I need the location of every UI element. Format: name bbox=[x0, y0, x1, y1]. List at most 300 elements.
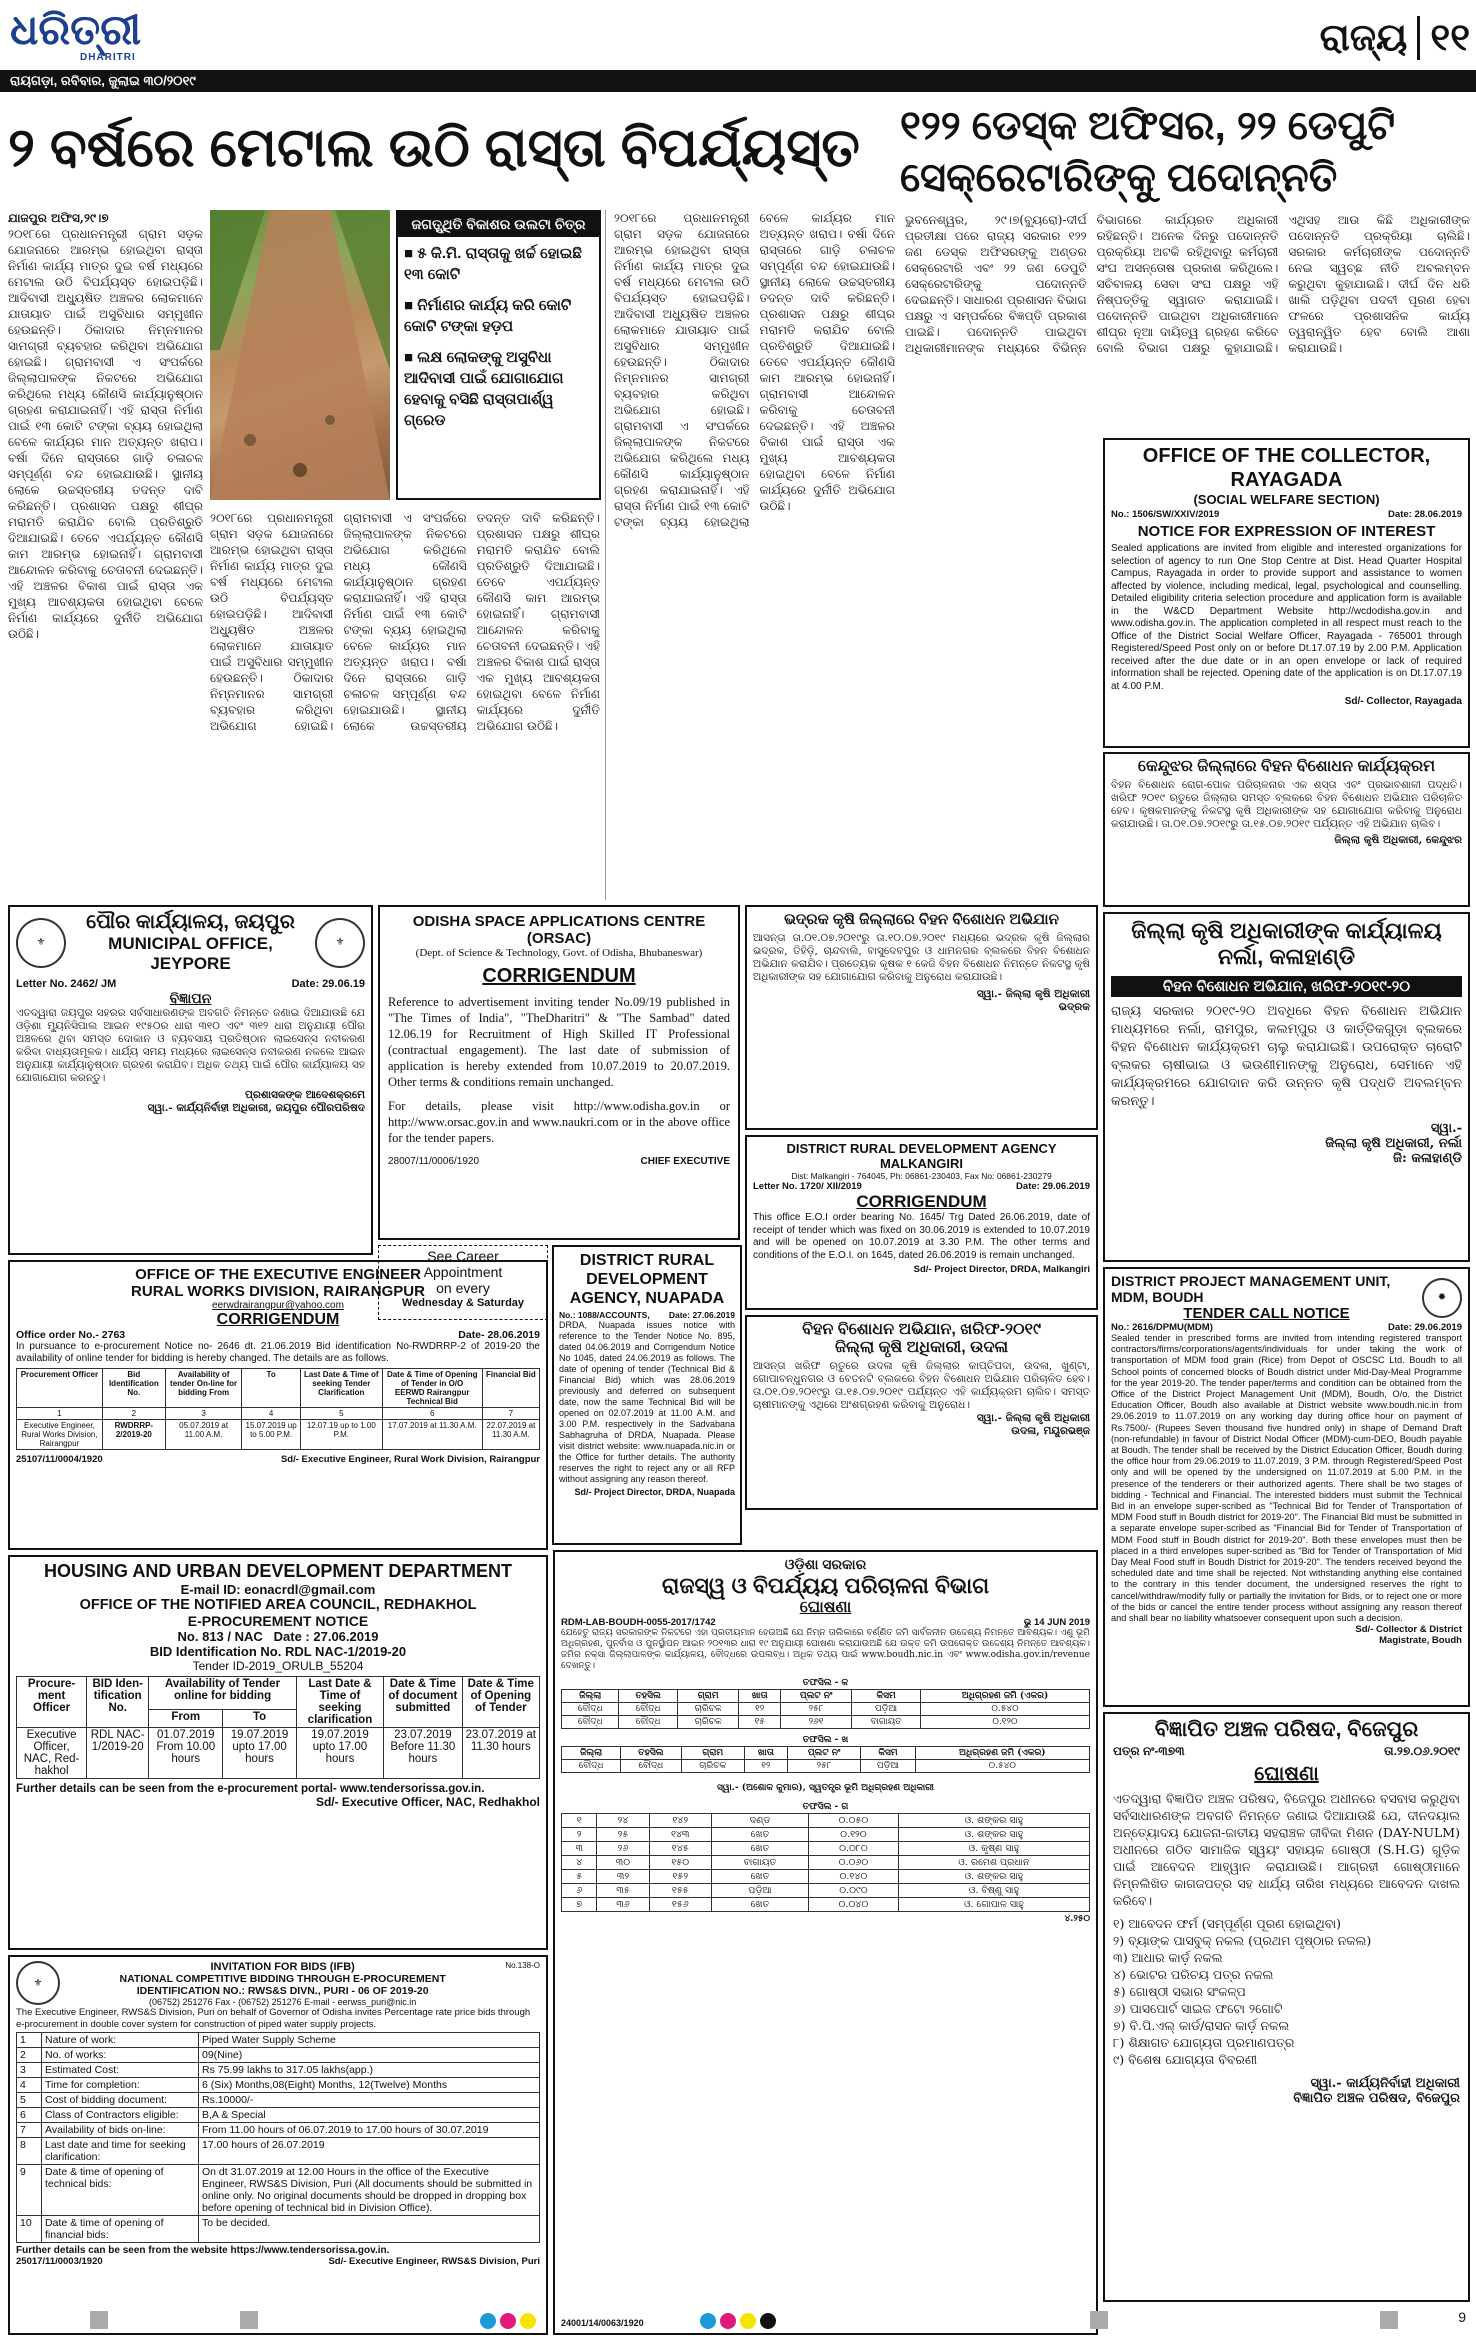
table-cell: ୭ bbox=[562, 1898, 597, 1912]
career-line: Appointment bbox=[423, 1264, 503, 1280]
infobox-item: ■ ୫ କି.ମି. ରାସ୍ତାକୁ ଖର୍ଚ୍ଚ ହୋଇଛି ୧୩ କୋଟି bbox=[404, 245, 582, 283]
ad-sign: Sd/- Project Director, DRDA, Malkangiri bbox=[913, 1264, 1090, 1275]
ad-date: Date: 29.06.2019 bbox=[1016, 1181, 1090, 1192]
ad-ref: No.: 1506/SW/XXIV/2019 bbox=[1111, 509, 1220, 520]
ad-body: ଆସନ୍ତା ଖରିଫ ଋତୁରେ ଉଦଳା କୃଷି ଜିଲ୍ଲାର କାପ୍ତିପଦା, ଉଦଳା, ଖୁଣ୍ଟା, ଗୋପାବନ୍ଧୁନଗର ଓ ବେତନଟି ବ୍ଲକରେ ବିହନ ବିଶୋଧନ ଅଭିଯାନ ପରିଚାଳିତ ହେବ। ତା.୦୧.୦୭.୨୦୧୯ରୁ ତା.୧୫.୦୭.୨୦୧୯ ପର୍ଯ୍ୟନ୍ତ ଏହି କାର୍ଯ୍ୟକ୍ରମ ଚାଲିବ। ସମସ୍ତ ଚାଷୀମାନଙ୍କୁ ଏଥିରେ ଅଂଶଗ୍ରହଣ କରିବାକୁ ଅନୁରୋଧ। bbox=[753, 1360, 1090, 1411]
table-cell: Date & time of opening of financial bids: bbox=[42, 2216, 199, 2243]
ad-sign: Sd/- Project Director, DRDA, Nuapada bbox=[574, 1487, 735, 1497]
table-cell: Rs 75.99 lakhs to 317.05 lakhs(app.) bbox=[199, 2063, 540, 2078]
ad-contact: (06752) 251276 Fax - (06752) 251276 E-mail - eerwss_puri@nic.in bbox=[149, 1997, 417, 2007]
ad-boudh-dpmu bbox=[1103, 1267, 1470, 1707]
emblem-icon: ✹ bbox=[1422, 1278, 1462, 1318]
table-cell: 22.07.2019 at 11.30 A.M. bbox=[482, 1420, 539, 1450]
ad-place: ଭଦ୍ରକ bbox=[1058, 1001, 1090, 1013]
table-row bbox=[17, 2165, 540, 2216]
table-cell: RWDRRP-2/2019-20 bbox=[102, 1420, 165, 1450]
column-header: Procure-ment Officer bbox=[17, 1677, 87, 1728]
ad-title: OFFICE OF THE COLLECTOR, RAYAGADA bbox=[1142, 445, 1431, 491]
ad-title: ଜିଲ୍ଲା କୃଷି ଅଧିକାରୀଙ୍କ କାର୍ଯ୍ୟାଳୟ bbox=[1131, 918, 1442, 943]
page-number: ୧୧ bbox=[1430, 16, 1470, 59]
page-folio: 9 bbox=[1458, 2309, 1466, 2325]
registration-mark bbox=[700, 2313, 716, 2329]
table-cell: Availability of bids on-line: bbox=[42, 2123, 199, 2138]
table-cell: 4 bbox=[242, 1408, 301, 1420]
table-cell: 23.07.2019 Before 11.30 hours bbox=[384, 1728, 463, 1779]
table-cell: RDL NAC-1/2019-20 bbox=[87, 1728, 149, 1779]
table-cell: On dt 31.07.2019 at 12.00 Hours in the office of the Executive Engineer, RWS&S Division, Puri (All documents should be submitted in online only. No original documents should be dropped in dropping box before opening of technical bid in Division Office). bbox=[199, 2165, 540, 2216]
table-cell: ୦.୦୪୦ bbox=[809, 1898, 899, 1912]
column-header: ଜିଲ୍ଲା bbox=[562, 1690, 619, 1703]
table-row bbox=[562, 1856, 1090, 1870]
registration-mark bbox=[760, 2313, 776, 2329]
table-row bbox=[562, 1898, 1090, 1912]
table-row bbox=[17, 2216, 540, 2243]
ad-place: ଉଦଳା, ମୟୂରଭଞ୍ଜ bbox=[1011, 1425, 1090, 1437]
column-header: Availability of Tender online for bidding bbox=[149, 1677, 297, 1710]
table-cell: ୩୫ bbox=[597, 1884, 649, 1898]
ad-puri-ifb bbox=[8, 1955, 548, 2335]
table-cell: ଓ. ଶଙ୍କର ସାହୁ bbox=[898, 1870, 1089, 1884]
ad-footer: Further details can be seen from the website https://www.tendersorissa.gov.in. bbox=[16, 2245, 390, 2256]
table-row bbox=[562, 1703, 1090, 1716]
column-header: From bbox=[149, 1709, 223, 1727]
table-row bbox=[17, 2138, 540, 2165]
table-cell: ୧ bbox=[562, 1814, 597, 1828]
table-cell: ଓ. ଶଙ୍କର ସାହୁ bbox=[898, 1814, 1089, 1828]
ad-collector-rayagada bbox=[1103, 438, 1470, 748]
table-cell: ୦.୦୫୦ bbox=[809, 1814, 899, 1828]
table-cell: ଖେତ bbox=[711, 1842, 808, 1856]
career-line: Wednesday & Saturday bbox=[401, 1297, 525, 1309]
table-cell: ବୌଦ୍ଧ bbox=[619, 1716, 678, 1729]
ad-boudh-revenue bbox=[553, 1550, 1098, 2335]
ad-body: In pursuance to e-procurement Notice no- 2646 dt. 21.06.2019 Bid identification No-RWDRRP-2 of 2019-20 the availability of online tender for bidding is hereby changed. The details are as follows. bbox=[16, 1341, 540, 1364]
ad-dept: ରାଜସ୍ୱ ଓ ବିପର୍ଯ୍ୟୟ ପରିଚାଳନା ବିଭାଗ bbox=[661, 1573, 990, 1598]
column-header: Last Date & Time of seeking Tender Clarification bbox=[300, 1369, 382, 1408]
table-cell: ୩୦ bbox=[597, 1856, 649, 1870]
column-header: ଜିଲ୍ଲା bbox=[562, 1747, 621, 1760]
story-left-col1 bbox=[8, 210, 203, 900]
table-cell: 19.07.2019 upto 17.00 hours bbox=[296, 1728, 383, 1779]
column-header: Availability of tender On-line for bidding From bbox=[165, 1369, 241, 1408]
ad-body: ଯେହେତୁ ରାଜ୍ୟ ସରକାରଙ୍କ ନିକଟରେ ଏହା ପ୍ରତୀୟମାନ ହେଉଅଛି ଯେ ନିମ୍ନ ତାଲିକାରେ ବର୍ଣ୍ଣିତ ଜମି ସାର୍ବଜନୀନ ଉଦ୍ଦେଶ୍ୟ ନିମନ୍ତେ ଆବଶ୍ୟକ। ଏଣୁ ଭୂମି ଅଧିଗ୍ରହଣ, ପୁନର୍ବାସ ଓ ପୁନର୍ସ୍ଥାପନ ଆଇନ ୨୦୧୩ର ଧାରା ୧୯ ଅନୁଯାୟୀ ଘୋଷଣା କରାଯାଉଅଛି ଯେ ଉକ୍ତ ଜମି ଉପରୋକ୍ତ ଉଦ୍ଦେଶ୍ୟ ନିମନ୍ତେ ଆବଶ୍ୟକ। ଜମିର ନକ୍ସା ଜିଲ୍ଲାପାଳଙ୍କ କାର୍ଯ୍ୟାଳୟ, ବୌଦ୍ଧରେ ଉପଲବ୍ଧ। ଅଧିକ ତଥ୍ୟ ପାଇଁ www.boudh.nic.in ଏବଂ www.odisha.gov.in/revenue ଦେଖନ୍ତୁ। bbox=[561, 1628, 1090, 1671]
infobox-item: ■ ଲକ୍ଷ ଲୋକଙ୍କୁ ଅସୁବିଧା ଆଦିବାସୀ ପାଇଁ ଯୋଗାଯୋଗ ହେବାକୁ ବସିଛି ରାସ୍ତାପାର୍ଶ୍ୱ ଗ୍ରେଡ bbox=[404, 349, 564, 429]
ad-body: Sealed applications are invited from eligible and interested organizations for selection of agency to run One Stop Centre at Dist. Head Quarter Hospital Campus, Rayagada in order to provide support and assistance to women affected by violence, including medical, legal, psychological and counselling. Detailed eligibility criteria selection procedure and application form is available in the W&CD Department Website http://wcdodisha.gov.in and www.odisha.gov.in. The application completed in all respect must reach to the Office of the District Social Welfare Officer, Rayagada - 765001 through Registered/Speed Post only on or before Dt.17.07.19 by 2.00 P.M. Application received after the due date or in an open envelope or lack of required information shall be rejected. Opening date of the application is on Dt.17.07.19 at 4.00 P.M. bbox=[1111, 543, 1462, 692]
section-name: ରାଜ୍ୟ bbox=[1319, 16, 1408, 59]
ad-date: Date: 29.06.19 bbox=[291, 978, 365, 990]
table-cell: ୦.୧୪୦ bbox=[809, 1870, 899, 1884]
ad-sign: ଜି: କଳାହାଣ୍ଡି bbox=[1393, 1151, 1462, 1166]
table-cell: Last date and time for seeking clarification: bbox=[42, 2138, 199, 2165]
table-cell: ପଡ଼ିଆ bbox=[861, 1760, 915, 1773]
registration-mark bbox=[720, 2313, 736, 2329]
ad-ref: No.: 2616/DPMU(MDM) bbox=[1111, 1322, 1213, 1333]
ad-date: ଭୁ 14 JUN 2019 bbox=[1023, 1617, 1090, 1628]
table-cell: ୪ bbox=[562, 1856, 597, 1870]
column-header: କିସମ bbox=[861, 1747, 915, 1760]
table-row bbox=[562, 1884, 1090, 1898]
ad-side-code: No.138-O bbox=[505, 1961, 540, 1970]
ad-body: Reference to advertisement inviting tender No.09/19 published in "The Times of India", "TheDharitri" & "The Sambad" dated 12.06.19 for Recruitment of High Skilled IT Professional (contractual engagement). The last date of submission of application is hereby extended from 10.07.2019 to 20.07.2019. Other terms & conditions remain unchanged. bbox=[388, 995, 730, 1089]
ad-heading: ଘୋଷଣା bbox=[1254, 1763, 1319, 1785]
registration-mark bbox=[480, 2313, 496, 2329]
ad-dept: HOUSING AND URBAN DEVELOPMENT DEPARTMENT bbox=[43, 1561, 512, 1581]
ad-body: ଆସନ୍ତା ତା.୦୧.୦୭.୨୦୧୯ରୁ ତା.୧୦.୦୭.୨୦୧୯ ମଧ୍ୟରେ ଭଦ୍ରକ କୃଷି ଜିଲ୍ଲାର ଭଦ୍ରକ, ତିହିଡ଼ି, ଚାନ୍ଦବାଲି, ବାସୁଦେବପୁର ଓ ଧାମନଗର ବ୍ଲକରେ ବିହନ ବିଶୋଧନ ଅଭିଯାନ କରାଯିବ। ପ୍ରତ୍ୟେକ କୃଷକ ୧ କେଜି ବିହନ ବିଶୋଧନ ନିମନ୍ତେ ନିକଟସ୍ଥ କୃଷି ଅଧିକାରୀଙ୍କ ସହ ଯୋଗାଯୋଗ କରିବାକୁ ଅନୁରୋଧ କରାଯାଉଛି। bbox=[753, 932, 1090, 983]
emblem-icon: ⚜ bbox=[16, 1961, 60, 2005]
table-cell: ଚାରିଚକ bbox=[677, 1716, 739, 1729]
column-header: ପ୍ଲଟ ନଂ bbox=[780, 1690, 851, 1703]
table-cell: ୦.୧୨୦ bbox=[920, 1716, 1089, 1729]
registration-mark bbox=[1380, 2311, 1398, 2329]
ad-place: MALKANGIRI bbox=[879, 1156, 964, 1171]
ad-heading: ବିଜ୍ଞାପନ bbox=[169, 990, 212, 1006]
ad-title: ଜିଲ୍ଲା କୃଷି ଅଧିକାରୀ, ଉଦଳା bbox=[834, 1339, 1009, 1356]
table-cell: ବାଗାୟତ bbox=[852, 1716, 921, 1729]
ad-code: 24001/14/0063/1920 bbox=[561, 2318, 644, 2328]
ad-ref: ପତ୍ର ନଂ-୩୭୩ bbox=[1113, 1744, 1185, 1758]
table-cell: ଓ. କୃଷ୍ଣ ସାହୁ bbox=[898, 1842, 1089, 1856]
ad-email: eerwdrairangpur@yahoo.com bbox=[212, 1300, 344, 1311]
list-item: ୮) ଶିକ୍ଷାଗତ ଯୋଗ୍ୟତା ପ୍ରମାଣପତ୍ର bbox=[1113, 2035, 1295, 2050]
ad-bhadrak bbox=[745, 905, 1098, 1130]
list-item: ୬) ପାସପୋର୍ଟ ସାଇଜ ଫଟୋ ୨ଗୋଟି bbox=[1113, 2001, 1283, 2016]
table-cell: 17.07.2019 at 11.30 A.M. bbox=[382, 1420, 482, 1450]
table-cell: ଓ. ଶଙ୍କର ସାହୁ bbox=[898, 1828, 1089, 1842]
table-row bbox=[17, 1408, 540, 1420]
table-cell: 17.00 hours of 26.07.2019 bbox=[199, 2138, 540, 2165]
column-header: ତହସିଲ bbox=[619, 1690, 678, 1703]
table-cell: ୧୫୬ bbox=[649, 1898, 711, 1912]
table-cell: 3 bbox=[17, 2063, 42, 2078]
table-cell: ବୌଦ୍ଧ bbox=[562, 1703, 619, 1716]
tender-table bbox=[16, 1676, 540, 1779]
table-cell: ବୌଦ୍ଧ bbox=[562, 1716, 619, 1729]
table-cell: ୧୪୫ bbox=[649, 1842, 711, 1856]
document-list bbox=[1113, 1915, 1460, 2068]
ad-title: ବିହନ ବିଶୋଧନ ଅଭିଯାନ, ଖରିଫ-୨୦୧୯ bbox=[802, 1321, 1041, 1338]
table-cell: Cost of bidding document: bbox=[42, 2093, 199, 2108]
table-cell: 6 bbox=[17, 2108, 42, 2123]
ad-body: ଏତଦ୍ୱାରା ବିଜ୍ଞାପିତ ଅଞ୍ଚଳ ପରିଷଦ, ବିଜେପୁର ଅଧୀନରେ ବସବାସ କରୁଥିବା ସର୍ବସାଧାରଣଙ୍କ ଅବଗତି ନିମନ୍ତେ ଜଣାଇ ଦିଆଯାଉଛି ଯେ, ଦୀନଦୟାଲ ଅନ୍ତ୍ୟୋଦୟ ଯୋଜନା-ଜାତୀୟ ସହରାଞ୍ଚଳ ଜୀବିକା ମିଶନ (DAY-NULM) ଅଧୀନରେ ଗଠିତ ସାମାଜିକ ସ୍ୱୟଂ ସହାୟକ ଗୋଷ୍ଠୀ (S.H.G) ଗୁଡ଼ିକ ପାଇଁ ଆବେଦନ ଆହ୍ୱାନ କରାଯାଉଛି। ଆଗ୍ରହୀ ଗୋଷ୍ଠୀମାନେ ନିମ୍ନଲିଖିତ କାଗଜପତ୍ର ସହ ଧାର୍ଯ୍ୟ ତାରିଖ ମଧ୍ୟରେ ଆବେଦନ ଦାଖଲ କରିବେ। bbox=[1113, 1791, 1460, 1908]
table-cell: To be decided. bbox=[199, 2216, 540, 2243]
column-header: To bbox=[242, 1369, 301, 1408]
infobox bbox=[396, 210, 601, 500]
table-cell: ୧୪୩ bbox=[649, 1828, 711, 1842]
table-cell: ପଡ଼ିଆ bbox=[711, 1884, 808, 1898]
column-header: କିସମ bbox=[852, 1690, 921, 1703]
table-cell: 5 bbox=[300, 1408, 382, 1420]
ad-sign: ସ୍ୱା.- କାର୍ଯ୍ୟନିର୍ବାହୀ ଅଧିକାରୀ, ଜୟପୁର ପୌରପରିଷଦ bbox=[147, 1102, 365, 1114]
ad-title-odia: ପୌର କାର୍ଯ୍ୟାଳୟ, ଜୟପୁର bbox=[86, 911, 295, 933]
table-cell: ୨୫୮ bbox=[787, 1760, 861, 1773]
ad-orsac bbox=[378, 905, 740, 1240]
tender-table bbox=[16, 1368, 540, 1450]
story-right bbox=[905, 212, 1470, 437]
registration-mark bbox=[240, 2311, 258, 2329]
ad-rairangpur bbox=[8, 1260, 548, 1550]
table-cell: No. of works: bbox=[42, 2048, 199, 2063]
ad-heading: ଘୋଷଣା bbox=[799, 1599, 852, 1616]
column-header: ଗ୍ରାମ bbox=[677, 1690, 739, 1703]
ad-heading: CORRIGENDUM bbox=[216, 1311, 340, 1328]
ad-date: Date: 27.06.2019 bbox=[668, 1310, 735, 1320]
headline-left: ୨ ବର୍ଷରେ ମେଟାଲ ଉଠି ରାସ୍ତା ବିପର୍ଯ୍ୟସ୍ତ bbox=[8, 118, 860, 178]
ad-nuapada bbox=[552, 1245, 742, 1545]
table-cell: 2 bbox=[17, 2048, 42, 2063]
table-header-row bbox=[17, 1677, 540, 1710]
table-cell: 1 bbox=[17, 1408, 103, 1420]
date-strip bbox=[0, 70, 1476, 92]
table-cell: ୩୬ bbox=[597, 1898, 649, 1912]
table-cell: Nature of work: bbox=[42, 2033, 199, 2048]
schedule-b-table bbox=[561, 1746, 1090, 1773]
column-header: ଖାତା bbox=[739, 1690, 780, 1703]
ad-footer: Further details can be seen from the e-procurement portal- www.tendersorissa.gov.in. bbox=[16, 1783, 485, 1795]
table-header-row bbox=[17, 1369, 540, 1408]
emblem-icon: ⚜ bbox=[315, 918, 365, 968]
table-cell: ୦.୦୯୦ bbox=[809, 1884, 899, 1898]
ad-contact: Dist: Malkangiri - 764045, Ph: 06861-230403, Fax No: 06861-230279 bbox=[791, 1171, 1052, 1181]
table-cell: ୧୫୦ bbox=[649, 1856, 711, 1870]
table-cell: 7 bbox=[482, 1408, 539, 1420]
story-right-text: ଭୁବନେଶ୍ୱର, ୨୯।୭(ବ୍ୟୁରୋ)-ଦୀର୍ଘ ପ୍ରତୀକ୍ଷା ପରେ ରାଜ୍ୟ ସରକାର ୧୨୨ ଜଣ ଡେସ୍କ ଅଫିସରଙ୍କୁ ଅଣ୍ଡର ସେକ୍ରେଟାରି ଏବଂ ୨୨ ଜଣ ଡେପୁଟି ସେକ୍ରେଟାରିଙ୍କୁ ପଦୋନ୍ନତି ଦେଇଛନ୍ତି। ସାଧାରଣ ପ୍ରଶାସନ ବିଭାଗ ପକ୍ଷରୁ ଏ ସମ୍ପର୍କରେ ବିଜ୍ଞପ୍ତି ପ୍ରକାଶ ପାଇଛି। ପଦୋନ୍ନତି ପାଇଥିବା ଅଧିକାରୀମାନଙ୍କ ମଧ୍ୟରେ ବିଭିନ୍ନ ବିଭାଗରେ କାର୍ଯ୍ୟରତ ଅଧିକାରୀ ରହିଛନ୍ତି। ଅନେକ ଦିନରୁ ପଦୋନ୍ନତି ପ୍ରକ୍ରିୟା ଅଟକି ରହିଥିବାରୁ କର୍ମଚାରୀ ସଂଘ ଅସନ୍ତୋଷ ପ୍ରକାଶ କରିଥିଲେ। ସଚିବାଳୟ ସେବା ସଂଘ ପକ୍ଷରୁ ଏହି ନିଷ୍ପତ୍ତିକୁ ସ୍ୱାଗତ କରାଯାଇଛି। ପଦୋନ୍ନତି ପାଇଥିବା ଅଧିକାରୀମାନେ ଶୀଘ୍ର ନୂଆ ଦାୟିତ୍ୱ ଗ୍ରହଣ କରିବେ ବୋଲି ବିଭାଗ ପକ୍ଷରୁ କୁହାଯାଇଛି। ଏଥିସହ ଆଉ କିଛି ଅଧିକାରୀଙ୍କ ପଦୋନ୍ନତି ପ୍ରକ୍ରିୟା ଚାଲିଛି। ସରକାର କର୍ମଚାରୀଙ୍କ ପଦୋନ୍ନତି ନେଇ ସ୍ୱଚ୍ଛ ନୀତି ଅବଲମ୍ବନ କରୁଥିବା କୁହାଯାଇଛି। ଦୀର୍ଘ ଦିନ ଧରି ଖାଲି ପଡ଼ିଥିବା ପଦବୀ ପୂରଣ ହେବା ଫଳରେ ପ୍ରଶାସନିକ କାର୍ଯ୍ୟ ତ୍ୱରାନ୍ୱିତ ହେବ ବୋଲି ଆଶା କରାଯାଉଛି। bbox=[905, 213, 1470, 355]
career-line: See Career bbox=[427, 1248, 499, 1264]
ad-sign: Magistrate, Boudh bbox=[1379, 1635, 1462, 1647]
list-item: ୫) ଗୋଷ୍ଠୀ ସଭାର ସଂକଳ୍ପ bbox=[1113, 1984, 1246, 1999]
table-cell: 9 bbox=[17, 2165, 42, 2216]
road-photo bbox=[210, 210, 390, 500]
logo-text: ଧରିତ୍ରୀ bbox=[10, 8, 142, 53]
table-cell: Estimated Cost: bbox=[42, 2063, 199, 2078]
ad-sign: ସ୍ୱା.- bbox=[1430, 1121, 1462, 1136]
table-cell: ୨୫ bbox=[597, 1828, 649, 1842]
ad-kalahandi bbox=[1103, 912, 1470, 1262]
table-cell: ୨୬୧ bbox=[780, 1716, 851, 1729]
career-line: on every bbox=[436, 1280, 490, 1296]
ad-body: ଏତଦ୍ୱାରା ଜୟପୁର ସହରର ସର୍ବସାଧାରଣଙ୍କ ଅବଗତି ନିମନ୍ତେ ଜଣାଇ ଦିଆଯାଉଛି ଯେ ଓଡ଼ିଶା ମ୍ୟୁନିସିପାଲ ଆଇନ ୧୯୫୦ର ଧାରା ୩୧୦ ଏବଂ ୩୧୨ ଧାରା ଅନୁଯାୟୀ ପୌର ଅଞ୍ଚଳରେ ଥିବା ସମସ୍ତ ଦୋକାନ ଓ ବ୍ୟବସାୟ ପ୍ରତିଷ୍ଠାନ ଲାଇସେନ୍ସ ନବୀକରଣ କରିବା ବାଧ୍ୟତାମୂଳକ। ଧାର୍ଯ୍ୟ ସମୟ ମଧ୍ୟରେ ଲାଇସେନ୍ସ ନବୀକରଣ ନକଲେ ଆଇନ ଅନୁଯାୟୀ କାର୍ଯ୍ୟାନୁଷ୍ଠାନ ଗ୍ରହଣ କରାଯିବ। ଅଧିକ ତଥ୍ୟ ପାଇଁ ପୌର କାର୍ଯ୍ୟାଳୟ ସହ ଯୋଗାଯୋଗ କରନ୍ତୁ। bbox=[16, 1007, 365, 1084]
ad-date: Date: 29.06.2019 bbox=[1388, 1322, 1462, 1333]
ad-details: For details, please visit http://www.odisha.gov.in or http://www.orsac.gov.in and www.naukri.com or in the above office for the tender papers. bbox=[388, 1099, 730, 1145]
ad-bid: BID Identification No. RDL NAC-1/2019-20 bbox=[149, 1644, 407, 1659]
column-header: ପ୍ଲଟ ନଂ bbox=[787, 1747, 861, 1760]
ad-title: RURAL WORKS DIVISION, RAIRANGPUR bbox=[131, 1283, 425, 1300]
ad-sign: ଜିଲ୍ଲା କୃଷି ଅଧିକାରୀ, ନର୍ଲା bbox=[1325, 1136, 1462, 1151]
table-cell: 8 bbox=[17, 2138, 42, 2165]
schedule-c-table bbox=[561, 1813, 1090, 1912]
ad-malkangiri bbox=[745, 1135, 1098, 1310]
ad-subtitle: IDENTIFICATION NO.: RWS&S DIVN., PURI - 06 OF 2019-20 bbox=[136, 1985, 429, 1997]
story-left-continued: ୨୦୧୮ରେ ପ୍ରଧାନମନ୍ତ୍ରୀ ଗ୍ରାମ ସଡ଼କ ଯୋଜନାରେ ଆରମ୍ଭ ହୋଇଥିବା ରାସ୍ତା ନିର୍ମାଣ କାର୍ଯ୍ୟ ମାତ୍ର ଦୁଇ ବର୍ଷ ମଧ୍ୟରେ ମେଟାଲ ଉଠି ବିପର୍ଯ୍ୟସ୍ତ ହୋଇପଡ଼ିଛି। ଆଦିବାସୀ ଅଧ୍ୟୁଷିତ ଅଞ୍ଚଳର ଲୋକମାନେ ଯାତାୟାତ ପାଇଁ ଅସୁବିଧାର ସମ୍ମୁଖୀନ ହେଉଛନ୍ତି। ଠିକାଦାର ନିମ୍ନମାନର ସାମଗ୍ରୀ ବ୍ୟବହାର କରିଥିବା ଅଭିଯୋଗ ହୋଇଛି। ଗ୍ରାମବାସୀ ଏ ସଂପର୍କରେ ଜିଲ୍ଲାପାଳଙ୍କ ନିକଟରେ ଅଭିଯୋଗ କରିଥିଲେ ମଧ୍ୟ କୌଣସି କାର୍ଯ୍ୟାନୁଷ୍ଠାନ ଗ୍ରହଣ କରାଯାଇନାହିଁ। ଏହି ରାସ୍ତା ନିର୍ମାଣ ପାଇଁ ୧୩ କୋଟି ଟଙ୍କା ବ୍ୟୟ ହୋଇଥିଲା ବେଳେ କାର୍ଯ୍ୟର ମାନ ଅତ୍ୟନ୍ତ ଖରାପ। ବର୍ଷା ଦିନେ ରାସ୍ତାରେ ଗାଡ଼ି ଚଳାଚଳ ସମ୍ପୂର୍ଣ୍ଣ ବନ୍ଦ ହୋଇଯାଉଛି। ସ୍ଥାନୀୟ ଲୋକେ ଉଚ୍ଚସ୍ତରୀୟ ତଦନ୍ତ ଦାବି କରିଛନ୍ତି। ପ୍ରଶାସନ ପକ୍ଷରୁ ଶୀଘ୍ର ମରାମତି କରାଯିବ ବୋଲି ପ୍ରତିଶ୍ରୁତି ଦିଆଯାଇଛି। ତେବେ ଏପର୍ଯ୍ୟନ୍ତ କୌଣସି କାମ ଆରମ୍ଭ ହୋଇନାହିଁ। ଗ୍ରାମବାସୀ ଆନ୍ଦୋଳନ କରିବାକୁ ଚେତାବନୀ ଦେଇଛନ୍ତି। ଏହି ଅଞ୍ଚଳର ବିକାଶ ପାଇଁ ରାସ୍ତା ଏକ ମୁଖ୍ୟ ଆବଶ୍ୟକତା ହୋଇଥିବା ବେଳେ ନିର୍ମାଣ କାର୍ଯ୍ୟରେ ଦୁର୍ନୀତି ଅଭିଯୋଗ ଉଠିଛି। bbox=[605, 210, 895, 900]
ad-sign: Sd/- Collector, Rayagada bbox=[1344, 696, 1462, 707]
ad-govt: ଓଡ଼ିଶା ସରକାର bbox=[784, 1556, 867, 1572]
ad-sign: Sd/- Executive Officer, NAC, Redhakhol bbox=[315, 1795, 540, 1809]
ad-redhakhol bbox=[8, 1555, 548, 1950]
ad-jeypore-municipal bbox=[8, 905, 373, 1255]
ad-sign-role: ପ୍ରଶାସକଙ୍କ ଆଦେଶକ୍ରମେ bbox=[244, 1089, 365, 1101]
schedule-a-table bbox=[561, 1689, 1090, 1729]
column-header: Date & Time of document submitted bbox=[384, 1677, 463, 1728]
table-row bbox=[17, 1728, 540, 1779]
ad-letter: Letter No. 2462/ JM bbox=[16, 978, 117, 990]
ad-title: ବିଜ୍ଞାପିତ ଅଞ୍ଚଳ ପରିଷଦ, ବିଜେପୁର bbox=[1154, 1718, 1419, 1741]
registration-mark bbox=[1090, 2311, 1108, 2329]
registration-mark bbox=[520, 2313, 536, 2329]
table-cell: ୧୨ bbox=[745, 1760, 788, 1773]
ad-udala bbox=[745, 1315, 1098, 1510]
table-cell: 05.07.2019 at 11.00 A.M. bbox=[165, 1420, 241, 1450]
column-header: ଗ୍ରାମ bbox=[681, 1747, 744, 1760]
table-cell: 01.07.2019 From 10.00 hours bbox=[149, 1728, 223, 1779]
story-left-cols: ୨୦୧୮ରେ ପ୍ରଧାନମନ୍ତ୍ରୀ ଗ୍ରାମ ସଡ଼କ ଯୋଜନାରେ ଆରମ୍ଭ ହୋଇଥିବା ରାସ୍ତା ନିର୍ମାଣ କାର୍ଯ୍ୟ ମାତ୍ର ଦୁଇ ବର୍ଷ ମଧ୍ୟରେ ମେଟାଲ ଉଠି ବିପର୍ଯ୍ୟସ୍ତ ହୋଇପଡ଼ିଛି। ଆଦିବାସୀ ଅଧ୍ୟୁଷିତ ଅଞ୍ଚଳର ଲୋକମାନେ ଯାତାୟାତ ପାଇଁ ଅସୁବିଧାର ସମ୍ମୁଖୀନ ହେଉଛନ୍ତି। ଠିକାଦାର ନିମ୍ନମାନର ସାମଗ୍ରୀ ବ୍ୟବହାର କରିଥିବା ଅଭିଯୋଗ ହୋଇଛି। ଗ୍ରାମବାସୀ ଏ ସଂପର୍କରେ ଜିଲ୍ଲାପାଳଙ୍କ ନିକଟରେ ଅଭିଯୋଗ କରିଥିଲେ ମଧ୍ୟ କୌଣସି କାର୍ଯ୍ୟାନୁଷ୍ଠାନ ଗ୍ରହଣ କରାଯାଇନାହିଁ। ଏହି ରାସ୍ତା ନିର୍ମାଣ ପାଇଁ ୧୩ କୋଟି ଟଙ୍କା ବ୍ୟୟ ହୋଇଥିଲା ବେଳେ କାର୍ଯ୍ୟର ମାନ ଅତ୍ୟନ୍ତ ଖରାପ। ବର୍ଷା ଦିନେ ରାସ୍ତାରେ ଗାଡ଼ି ଚଳାଚଳ ସମ୍ପୂର୍ଣ୍ଣ ବନ୍ଦ ହୋଇଯାଉଛି। ସ୍ଥାନୀୟ ଲୋକେ ଉଚ୍ଚସ୍ତରୀୟ ତଦନ୍ତ ଦାବି କରିଛନ୍ତି। ପ୍ରଶାସନ ପକ୍ଷରୁ ଶୀଘ୍ର ମରାମତି କରାଯିବ ବୋଲି ପ୍ରତିଶ୍ରୁତି ଦିଆଯାଇଛି। ତେବେ ଏପର୍ଯ୍ୟନ୍ତ କୌଣସି କାମ ଆରମ୍ଭ ହୋଇନାହିଁ। ଗ୍ରାମବାସୀ ଆନ୍ଦୋଳନ କରିବାକୁ ଚେତାବନୀ ଦେଇଛନ୍ତି। ଏହି ଅଞ୍ଚଳର ବିକାଶ ପାଇଁ ରାସ୍ତା ଏକ ମୁଖ୍ୟ ଆବଶ୍ୟକତା ହୋଇଥିବା ବେଳେ ନିର୍ମାଣ କାର୍ଯ୍ୟରେ ଦୁର୍ନୀତି ଅଭିଯୋଗ ଉଠିଛି। bbox=[210, 511, 600, 733]
table-cell: ୫ bbox=[562, 1870, 597, 1884]
story-left-dateline: ଯାଜପୁର ଅଫିସ,୨୯।୭ bbox=[8, 211, 109, 225]
ad-subheading: ବିହନ ବିଶୋଧନ ଅଭିଯାନ, ଖରିଫ-୨୦୧୯-୨୦ bbox=[1111, 976, 1462, 997]
table-cell: 2 bbox=[102, 1408, 165, 1420]
ad-body: ବିହନ ବିଶୋଧନ ରୋଗ-ପୋକ ପରିଚାଳନାର ଏକ ଶସ୍ତା ଏବଂ ପ୍ରଭାବଶାଳୀ ପଦ୍ଧତି। ଖରିଫ ୨୦୧୯ ଋତୁରେ ଜିଲ୍ଲାର ସମସ୍ତ ବ୍ଲକରେ ବିହନ ବିଶୋଧନ ଅଭିଯାନ ପରିଚାଳିତ ହେବ। କୃଷକମାନଙ୍କୁ ନିକଟସ୍ଥ କୃଷି ଅଧିକାରୀଙ୍କ ସହ ଯୋଗାଯୋଗ କରିବାକୁ ଅନୁରୋଧ କରାଯାଉଛି। ତା.୦୧.୦୭.୨୦୧୯ରୁ ତା.୧୫.୦୭.୨୦୧୯ ପର୍ଯ୍ୟନ୍ତ ଏହି ଅଭିଯାନ ଚାଲିବ। bbox=[1111, 779, 1462, 830]
ad-sign: ସ୍ୱା.- (ଅଶୋକ କୁମାର), ସ୍ୱତନ୍ତ୍ର ଭୂମି ଅଧିଗ୍ରହଣ ଅଧିକାରୀ bbox=[717, 1783, 934, 1793]
table-cell: Executive Engineer, Rural Works Division, Rairangpur bbox=[17, 1420, 103, 1450]
ad-sign: ସ୍ୱା.- ଜିଲ୍ଲା କୃଷି ଅଧିକାରୀ bbox=[976, 1412, 1090, 1424]
dateline: ରାୟଗଡ଼ା, ରବିବାର, ଜୁଲାଇ ୩୦/୨୦୧୯ bbox=[10, 73, 196, 88]
ad-office: OFFICE OF THE NOTIFIED AREA COUNCIL, REDHAKHOL bbox=[79, 1597, 477, 1613]
table-cell: ୧୨ bbox=[739, 1703, 780, 1716]
table-header-row bbox=[562, 1690, 1090, 1703]
table-cell: ୩୨ bbox=[597, 1870, 649, 1884]
ad-body: DRDA, Nuapada issues notice with reference to the Tender Notice No. 895, dated 04.06.2019 and Corrigendum Notice No 1045, dated 24.06.2019 as follows. The date of opening of tender (Technical Bid & Financial Bid) which was 28.06.2019 previously and deferred on subsequent date, now the same Technical Bid will be opened on 02.07.2019 at 11.00 A.M. and 3.00 P.M. respectively in the Sadvabana Sabhagruha of DRDA, Nuapada. Please visit district website: www.nuapada.nic.in or the Office for further details. The authority reserves the right to reject any or all RFP without assigning any reason thereof. bbox=[559, 1320, 735, 1484]
ad-sign: ସ୍ୱା.- ଜିଲ୍ଲା କୃଷି ଅଧିକାରୀ bbox=[976, 988, 1090, 1000]
table-row bbox=[562, 1870, 1090, 1884]
table-row bbox=[562, 1760, 1090, 1773]
table-cell: ଦଣ୍ଡ bbox=[711, 1814, 808, 1828]
ad-intro: The Executive Engineer, RWS&S Division, Puri on behalf of Governor of Odisha invites Percentage rate price bids through e-procurement in double cover system for construction of piped water supply projects. bbox=[16, 2007, 531, 2030]
ad-ref: No.: 1088/ACCOUNTS, bbox=[559, 1310, 650, 1320]
ad-title: DISTRICT RURAL DEVELOPMENT AGENCY bbox=[786, 1141, 1057, 1156]
registration-mark bbox=[740, 2313, 756, 2329]
table-row bbox=[17, 2048, 540, 2063]
table-cell: B,A & Special bbox=[199, 2108, 540, 2123]
table-cell: Piped Water Supply Scheme bbox=[199, 2033, 540, 2048]
list-item: ୯) ବିଶେଷ ଯୋଗ୍ୟତା ବିବରଣୀ bbox=[1113, 2052, 1258, 2067]
ad-tender: Tender ID-2019_ORULB_55204 bbox=[192, 1659, 364, 1673]
table-cell: ବୌଦ୍ଧ bbox=[562, 1760, 621, 1773]
ad-sign: ସ୍ୱା.- କାର୍ଯ୍ୟନିର୍ବାହୀ ଅଧିକାରୀ bbox=[1310, 2076, 1460, 2091]
table-cell: 23.07.2019 at 11.30 hours bbox=[462, 1728, 539, 1779]
column-header: Date & Time of Opening of Tender in O/O EERWD Rairangpur Technical Bid bbox=[382, 1369, 482, 1408]
ifb-table bbox=[16, 2032, 540, 2243]
table-cell: 15.07.2019 up to 5.00 P.M. bbox=[242, 1420, 301, 1450]
table-cell: ୦.୫୪୦ bbox=[915, 1760, 1089, 1773]
table-cell: 5 bbox=[17, 2093, 42, 2108]
table-cell: ୦.୦୬୦ bbox=[809, 1856, 899, 1870]
ad-letter: Letter No. 1720/ XII/2019 bbox=[753, 1181, 862, 1192]
ad-ref: RDM-LAB-BOUDH-0055-2017/1742 bbox=[561, 1617, 716, 1628]
table-cell: 1 bbox=[17, 2033, 42, 2048]
table-cell: ଖେତ bbox=[711, 1828, 808, 1842]
table-cell: 6 (Six) Months,08(Eight) Months, 12(Twelve) Months bbox=[199, 2078, 540, 2093]
table-cell: ଓ. ବିଷ୍ଣୁ ସାହୁ bbox=[898, 1884, 1089, 1898]
column-header: Financial Bid bbox=[482, 1369, 539, 1408]
table-cell: ଖେତ bbox=[711, 1898, 808, 1912]
table-title: ତଫସିଲ - ଗ bbox=[802, 1802, 849, 1812]
column-header: Date & Time of Opening of Tender bbox=[462, 1677, 539, 1728]
ad-title: ନର୍ଲା, କଳାହାଣ୍ଡି bbox=[1217, 944, 1356, 969]
list-item: ୩) ଆଧାର କାର୍ଡ଼ ନକଲ bbox=[1113, 1950, 1223, 1965]
column-header: Last Date & Time of seeking clarification bbox=[296, 1677, 383, 1728]
ad-date: ତା.୨୭.୦୬.୨୦୧୯ bbox=[1384, 1744, 1460, 1758]
column-header: To bbox=[223, 1709, 297, 1727]
table-cell: Rs.10000/- bbox=[199, 2093, 540, 2108]
ad-title: କେନ୍ଦୁଝର ଜିଲ୍ଲାରେ ବିହନ ବିଶୋଧନ କାର୍ଯ୍ୟକ୍ରମ bbox=[1137, 758, 1436, 775]
column-header: ଅଧିଗ୍ରହଣ ଜମି (ଏକର) bbox=[920, 1690, 1089, 1703]
ad-sign: Sd/- Collector & District bbox=[1355, 1624, 1462, 1636]
table-row bbox=[562, 1842, 1090, 1856]
ad-no: No. 813 / NAC bbox=[177, 1629, 263, 1644]
ad-heading: CORRIGENDUM bbox=[482, 965, 636, 987]
table-cell: 6 bbox=[382, 1408, 482, 1420]
table-row bbox=[17, 2123, 540, 2138]
ad-date: Date: 28.06.2019 bbox=[1388, 509, 1462, 520]
ad-sign: ଜିଲ୍ଲା କୃଷି ଅଧିକାରୀ, କେନ୍ଦୁଝର bbox=[1334, 834, 1462, 846]
table-row bbox=[17, 2033, 540, 2048]
table-cell: ୧୫୫ bbox=[649, 1884, 711, 1898]
table-cell: ୦.୧୨୦ bbox=[809, 1828, 899, 1842]
table-cell: 19.07.2019 upto 17.00 hours bbox=[223, 1728, 297, 1779]
ad-subtitle: NATIONAL COMPETITIVE BIDDING THROUGH E-PROCUREMENT bbox=[119, 1973, 446, 1985]
table-cell: ୧୫୨ bbox=[649, 1870, 711, 1884]
infobox-title: ଜଗତ୍ସ୍ଥିତି ବିକାଶର ଉଲଟା ଚିତ୍ର bbox=[398, 212, 599, 237]
ad-subtitle: (SOCIAL WELFARE SECTION) bbox=[1193, 492, 1380, 507]
ad-code: 25017/11/0003/1920 bbox=[16, 2256, 103, 2267]
column-header: ଖାତା bbox=[745, 1747, 788, 1760]
section-label bbox=[1255, 8, 1470, 68]
ad-date: Date : 27.06.2019 bbox=[273, 1629, 379, 1644]
ad-heading: CORRIGENDUM bbox=[856, 1192, 987, 1211]
logo-subtext: DHARITRI bbox=[80, 52, 136, 63]
ad-sign: CHIEF EXECUTIVE bbox=[640, 1156, 730, 1167]
ad-code: 28007/11/0006/1920 bbox=[388, 1156, 480, 1167]
ad-sign: ବିଜ୍ଞାପିତ ଅଞ୍ଚଳ ପରିଷଦ, ବିଜେପୁର bbox=[1293, 2091, 1460, 2106]
table-cell: ୩ bbox=[562, 1842, 597, 1856]
table-cell: ଓ. ଗୋପାଳ ସାହୁ bbox=[898, 1898, 1089, 1912]
table-header-row bbox=[562, 1747, 1090, 1760]
ad-dept: (Dept. of Science & Technology, Govt. of Odisha, Bhubaneswar) bbox=[415, 947, 703, 959]
headline-right: ୧୨୨ ଡେସ୍କ ଅଫିସର, ୨୨ ଡେପୁଟି ସେକ୍ରେଟାରିଙ୍କୁ ପଦୋନ୍ନତି bbox=[900, 104, 1396, 200]
list-item: ୪) ଭୋଟର ପରିଚୟ ପତ୍ର ନକଲ bbox=[1113, 1967, 1274, 1982]
table-title: ତଫସିଲ - ଖ bbox=[802, 1735, 849, 1745]
table-cell: 09(Nine) bbox=[199, 2048, 540, 2063]
table-cell: ୧୫ bbox=[739, 1716, 780, 1729]
ad-heading: TENDER CALL NOTICE bbox=[1183, 1305, 1350, 1322]
ad-title: DISTRICT PROJECT MANAGEMENT UNIT, MDM, BOUDH bbox=[1111, 1273, 1391, 1305]
ad-keonjhar bbox=[1103, 752, 1470, 907]
table-cell: ବୌଦ୍ଧ bbox=[619, 1703, 678, 1716]
table-title: ତଫସିଲ - କ bbox=[802, 1678, 849, 1688]
table-row bbox=[17, 1420, 540, 1450]
column-header: ଅଧିଗ୍ରହଣ ଜମି (ଏକର) bbox=[915, 1747, 1089, 1760]
list-item: ୧) ଆବେଦନ ଫର୍ମ (ସମ୍ପୂର୍ଣ୍ଣ ପୂରଣ ହୋଇଥିବା) bbox=[1113, 1916, 1342, 1931]
list-item: ୨) ବ୍ୟାଙ୍କ ପାସବୁକ୍ ନକଲ (ପ୍ରଥମ ପୃଷ୍ଠାର ନକଲ) bbox=[1113, 1933, 1372, 1948]
table-cell: ଚାରିଚକ bbox=[681, 1760, 744, 1773]
ad-title: DISTRICT RURAL DEVELOPMENT AGENCY, NUAPADA bbox=[569, 1252, 725, 1307]
table-cell: ୨୫୮ bbox=[780, 1703, 851, 1716]
table-cell: Class of Contractors eligible: bbox=[42, 2108, 199, 2123]
table-cell: ୧୪୨ bbox=[649, 1814, 711, 1828]
table-row bbox=[17, 2093, 540, 2108]
table-row bbox=[562, 1828, 1090, 1842]
table-cell: 7 bbox=[17, 2123, 42, 2138]
table-row bbox=[17, 2078, 540, 2093]
ad-title: ODISHA SPACE APPLICATIONS CENTRE bbox=[412, 913, 706, 930]
